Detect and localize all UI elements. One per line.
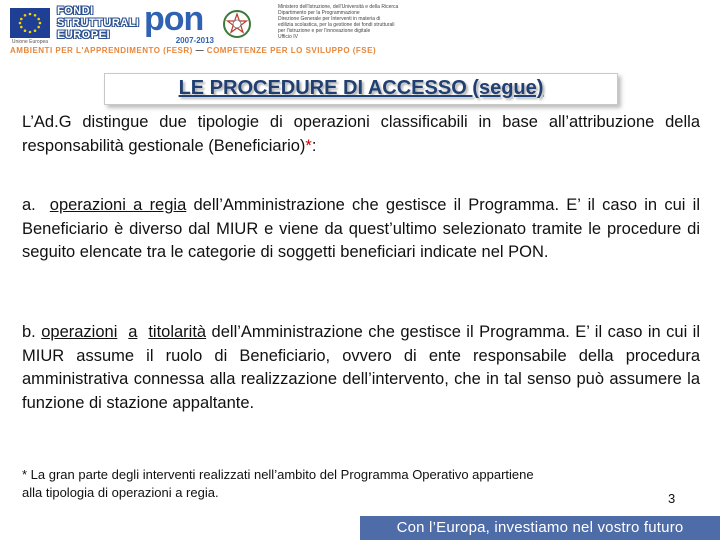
- fondi-logo-line: FONDI: [57, 5, 94, 17]
- footnote-line: * La gran parte degli interventi realizzati nell’ambito del Programma Operativo appartiene: [22, 467, 534, 482]
- header-tagline: [10, 46, 376, 55]
- pon-logo-text: pon: [144, 0, 204, 38]
- ministry-text-block: [278, 4, 399, 46]
- item-a-term: operazioni a regia: [49, 196, 187, 214]
- fondi-logo-line: STRUTTURALI: [57, 17, 140, 29]
- intro-text: L’Ad.G distingue due tipologie di operazioni classificabili in base all’attribuzione della responsabilità gestionale (Beneficiario): [22, 113, 700, 155]
- intro-asterisk: *: [305, 136, 312, 155]
- ministry-line: Dipartimento per la Programmazione: [278, 10, 360, 16]
- item-a-marker: a.: [22, 196, 36, 214]
- pon-logo: [144, 0, 214, 45]
- item-a-text: dell’Amministrazione che gestisce il Programma. E’ il caso in cui il Beneficiario è diverso dal MIUR e viene da quest’ultimo selezionato tramite le procedure di seguito elencate tra le categorie di soggetti beneficiari indicate nel PON.: [22, 196, 701, 261]
- item-b-marker: b.: [22, 323, 36, 341]
- footer-slogan: Con l’Europa, investiamo nel vostro futuro: [396, 519, 684, 536]
- ministry-line: edilizia scolastica, per la gestione dei fondi strutturali: [278, 22, 395, 28]
- fondi-strutturali-logo: [57, 5, 140, 45]
- ministry-line: Direzione Generale per Interventi in materia di: [278, 16, 381, 22]
- ministry-line: Ministero dell'Istruzione, dell'Università e della Ricerca: [278, 4, 399, 10]
- pon-logo-years: 2007-2013: [175, 36, 214, 45]
- tagline-fesr: AMBIENTI PER L'APPRENDIMENTO (FESR): [10, 46, 193, 55]
- item-b-text: dell’Amministrazione che gestisce il Programma. E’ il caso in cui il MIUR assume il ruolo di Beneficiario, ovvero di ente responsabile della procedura amministrativa connessa alla realizzazione dell’intervento, che in tal senso può assumere la funzione di stazione appaltante.: [22, 323, 701, 412]
- ministry-line: Ufficio IV: [278, 34, 298, 40]
- eu-caption: Unione Europea: [11, 39, 49, 45]
- footnote: [22, 466, 700, 502]
- paragraph-a: [22, 194, 700, 265]
- intro-paragraph: [22, 111, 700, 158]
- intro-colon: :: [311, 136, 317, 155]
- item-b-term-1: operazioni: [41, 323, 118, 341]
- eu-flag-icon: [10, 8, 50, 38]
- item-b-term-3: titolarità: [148, 323, 207, 341]
- header-logo-strip: [0, 0, 720, 62]
- page-number: 3: [668, 491, 676, 506]
- slide-title-box: [104, 73, 618, 105]
- slide-title: LE PROCEDURE DI ACCESSO (segue): [178, 77, 544, 99]
- footer-banner: [360, 516, 720, 540]
- italian-republic-emblem-icon: [221, 6, 253, 42]
- paragraph-b: [22, 321, 700, 415]
- tagline-separator: —: [195, 46, 205, 55]
- tagline-fse: COMPETENZE PER LO SVILUPPO (FSE): [206, 46, 377, 55]
- item-b-term-2: a: [128, 323, 138, 341]
- ministry-line: per l'istruzione e per l'innovazione digitale: [278, 28, 371, 34]
- fondi-logo-line: EUROPEI: [57, 29, 111, 41]
- footnote-line: alla tipologia di operazioni a regia.: [22, 485, 219, 500]
